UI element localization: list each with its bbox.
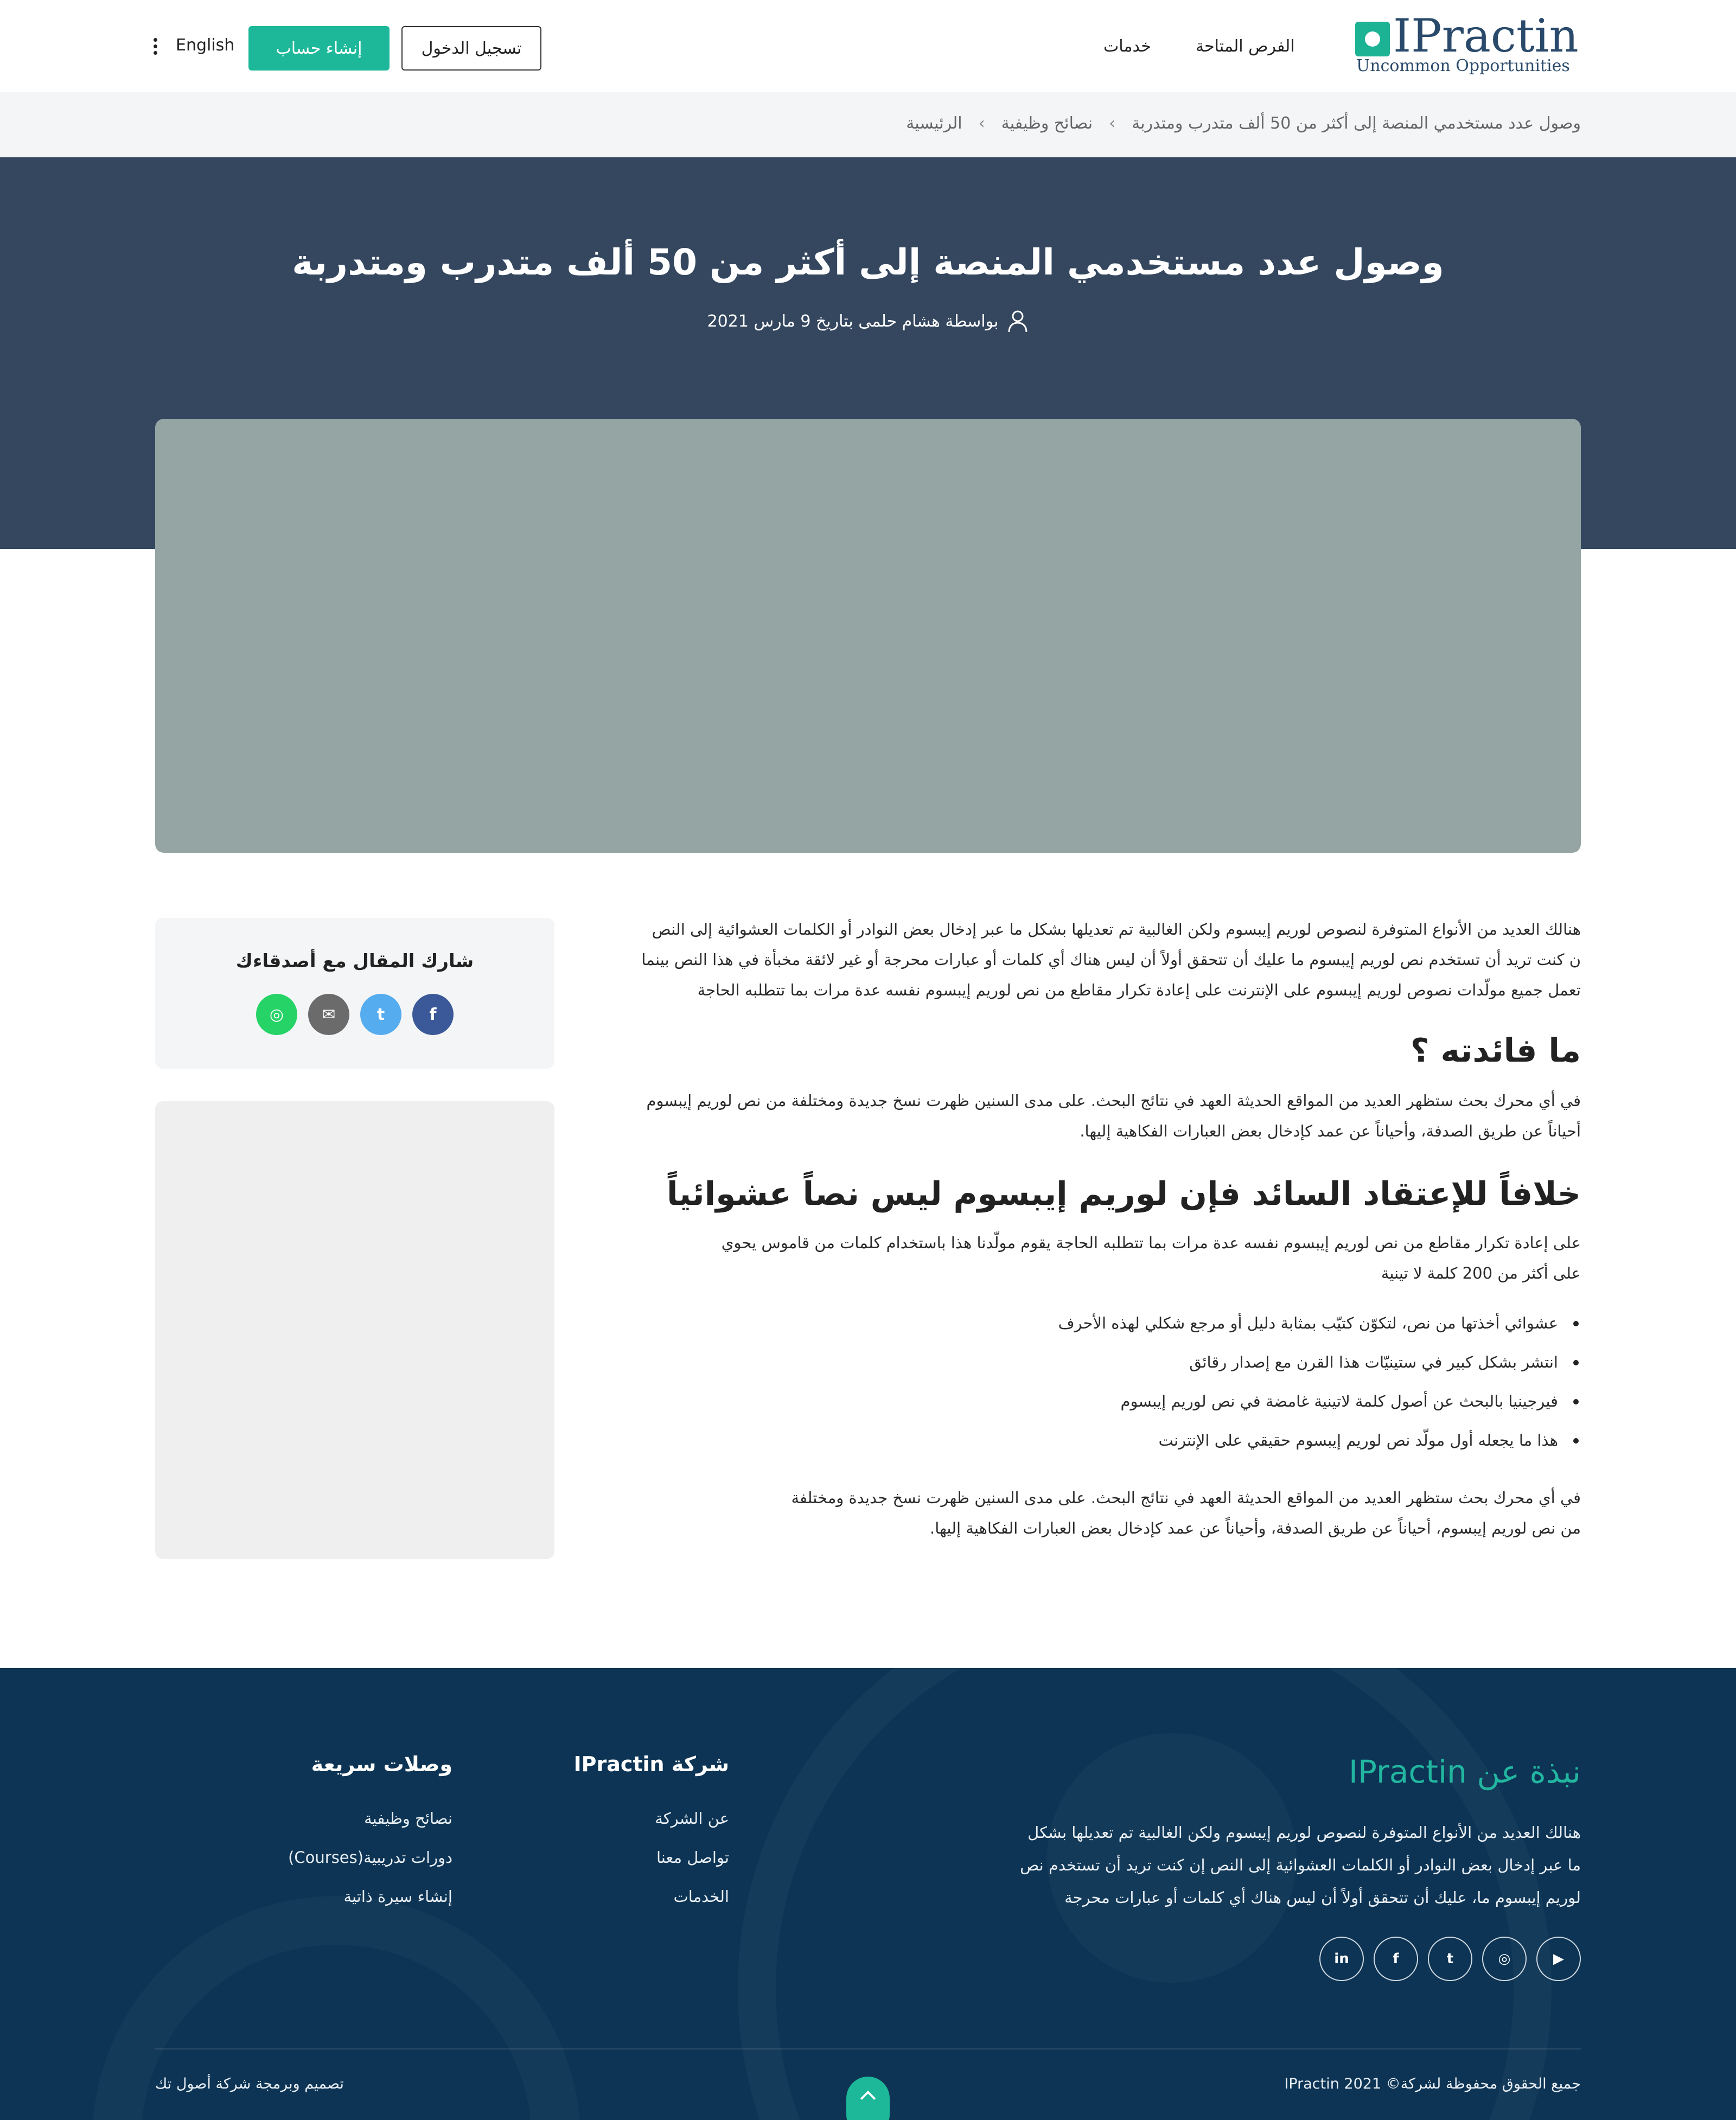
share-panel (155, 918, 554, 1069)
site-logo[interactable] (1355, 9, 1581, 77)
breadcrumb-current: وصول عدد مستخدمي المنصة إلى أكثر من 50 ألف متدرب ومتدربة (1132, 114, 1581, 133)
register-button[interactable]: إنشاء حساب (248, 26, 390, 71)
logo-tagline: Uncommon Opportunities (1356, 56, 1570, 75)
footer-copyright: جميع الحقوق محفوظة لشركة© IPractin 2021 (1284, 2076, 1581, 2092)
facebook-icon[interactable]: f (412, 994, 454, 1035)
facebook-icon[interactable]: f (1374, 1937, 1418, 1981)
paragraph-line: تعمل جميع مولّدات نصوص لوريم إيبسوم على الإنترنت على إعادة تكرار مقاطع من نص لوريم إيبسوم نفسه عدة مرات بما تتطلبه الحاجة (697, 981, 1581, 999)
benefit-paragraph (618, 1085, 1581, 1146)
paragraph-line: ما عبر إدخال بعض النوادر أو الكلمات العشوائية إلى النص إن كنت تريد أن تستخدم نص (1020, 1856, 1581, 1874)
footer-company-title: شركة IPractin (573, 1752, 729, 1776)
footer-company-links (655, 1799, 729, 1916)
youtube-icon[interactable]: ▶ (1536, 1937, 1581, 1981)
article-featured-image (155, 419, 1581, 853)
page-title: وصول عدد مستخدمي المنصة إلى أكثر من 50 ألف متدرب ومتدربة (292, 241, 1444, 283)
share-icons (256, 994, 454, 1035)
email-icon[interactable]: ✉ (308, 994, 349, 1035)
paragraph-line: في أي محرك بحث ستظهر العديد من المواقع الحديثة العهد في نتائج البحث. على مدى السنين ظهرت نسخ جديدة ومختلفة (791, 1489, 1581, 1507)
more-menu-icon[interactable] (153, 38, 158, 58)
twitter-icon[interactable]: t (360, 994, 401, 1035)
footer-about-text (995, 1816, 1581, 1914)
heading-contrary: خلافاً للإعتقاد السائد فإن لوريم إيبسوم ليس نصاً عشوائياً (667, 1175, 1581, 1213)
closing-paragraph (618, 1483, 1581, 1543)
nav-services[interactable]: خدمات (1103, 37, 1151, 56)
footer-link-about[interactable]: عن الشركة (655, 1809, 729, 1828)
sidebar-ad-placeholder (155, 1101, 554, 1559)
scroll-to-top-button[interactable] (846, 2077, 890, 2120)
linkedin-icon[interactable]: in (1319, 1937, 1364, 1981)
footer-link-contact[interactable]: تواصل معنا (656, 1848, 729, 1867)
login-button[interactable]: تسجيل الدخول (401, 26, 541, 71)
breadcrumb-separator-icon: › (978, 114, 985, 133)
list-item: هذا ما يجعله أول مولّد نص لوريم إيبسوم حقيقي على الإنترنت (618, 1421, 1581, 1460)
paragraph-line: في أي محرك بحث ستظهر العديد من المواقع الحديثة العهد في نتائج البحث. على مدى السنين ظهرت نسخ جديدة ومختلفة من نص لوريم إيبسوم (646, 1091, 1581, 1110)
list-item: انتشر بشكل كبير في ستينيّات هذا القرن مع إصدار رقائق (618, 1343, 1581, 1382)
language-switch[interactable]: English (176, 36, 235, 55)
paragraph-line: هنالك العديد من الأنواع المتوفرة لنصوص لوريم إيبسوم ولكن الغالبية تم تعديلها بشكل ما عبر إدخال بعض النوادر أو الكلمات العشوائية إلى النص (652, 920, 1581, 938)
contrary-paragraph (618, 1228, 1581, 1288)
breadcrumb (906, 114, 1581, 133)
footer-credit[interactable]: تصميم وبرمجة شركة أصول تك (155, 2076, 344, 2092)
footer-link-tips[interactable]: نصائح وظيفية (364, 1809, 452, 1828)
list-item: فيرجينيا بالبحث عن أصول كلمة لاتينية غامضة في نص لوريم إيبسوم (618, 1382, 1581, 1421)
footer-link-cv[interactable]: إنشاء سيرة ذاتية (343, 1887, 452, 1906)
share-title: شارك المقال مع أصدقاءك (235, 950, 474, 972)
paragraph-line: ن كنت تريد أن تستخدم نص لوريم إيبسوم ما عليك أن تتحقق أولاً أن ليس هناك أي كلمات أو عبارات محرجة أو غير لائقة مخبأة في هذا النص بينما (641, 950, 1581, 969)
footer-quicklinks-title: وصلات سريعة (311, 1752, 452, 1776)
feature-list (618, 1304, 1581, 1460)
paragraph-line: من نص لوريم إيبسوم، أحياناً عن طريق الصدفة، وأحياناً عن عمد كإدخال بعض العبارات الفكاهية إليها. (930, 1519, 1581, 1537)
user-icon (1007, 309, 1029, 333)
article-intro (618, 914, 1581, 1005)
instagram-icon[interactable]: ◎ (1482, 1937, 1527, 1981)
list-item: عشوائي أخذتها من نص، لتكوّن كتيّب بمثابة دليل أو مرجع شكلي لهذه الأحرف (618, 1304, 1581, 1343)
breadcrumb-separator-icon: › (1109, 114, 1116, 133)
breadcrumb-category[interactable]: نصائح وظيفية (1001, 114, 1093, 133)
nav-opportunities[interactable]: الفرص المتاحة (1196, 37, 1295, 56)
article-body (618, 914, 1581, 1543)
twitter-icon[interactable]: t (1428, 1937, 1472, 1981)
article-byline (705, 309, 1031, 333)
gear-logo-icon (1355, 22, 1390, 56)
byline-text: بواسطة هشام حلمى بتاريخ 9 مارس 2021 (707, 311, 999, 331)
paragraph-line: أحياناً عن طريق الصدفة، وأحياناً عن عمد كإدخال بعض العبارات الفكاهية إليها. (1080, 1122, 1581, 1140)
paragraph-line: على إعادة تكرار مقاطع من نص لوريم إيبسوم نفسه عدة مرات بما تتطلبه الحاجة يقوم مولّدنا هذا باستخدام كلمات من قاموس يحوي (721, 1234, 1581, 1252)
paragraph-line: لوريم إيبسوم ما، عليك أن تتحقق أولاً أن ليس هناك أي كلمات أو عبارات محرجة (1064, 1888, 1581, 1907)
footer-about-title: نبذة عن IPractin (1348, 1753, 1581, 1790)
paragraph-line: على أكثر من 200 كلمة لا تينية (1381, 1264, 1581, 1282)
whatsapp-icon[interactable]: ◎ (256, 994, 297, 1035)
footer-link-courses[interactable]: دورات تدريبية(Courses) (288, 1848, 452, 1867)
footer-quick-links (288, 1799, 452, 1916)
heading-benefit: ما فائدته ؟ (1410, 1032, 1581, 1070)
footer-social-icons (1319, 1937, 1581, 1981)
footer-divider (155, 2048, 1581, 2049)
footer-link-services[interactable]: الخدمات (673, 1887, 729, 1906)
paragraph-line: هنالك العديد من الأنواع المتوفرة لنصوص لوريم إيبسوم ولكن الغالبية تم تعديلها بشكل (1027, 1823, 1581, 1842)
breadcrumb-home[interactable]: الرئيسية (906, 114, 962, 133)
logo-name: IPractin (1393, 9, 1579, 62)
